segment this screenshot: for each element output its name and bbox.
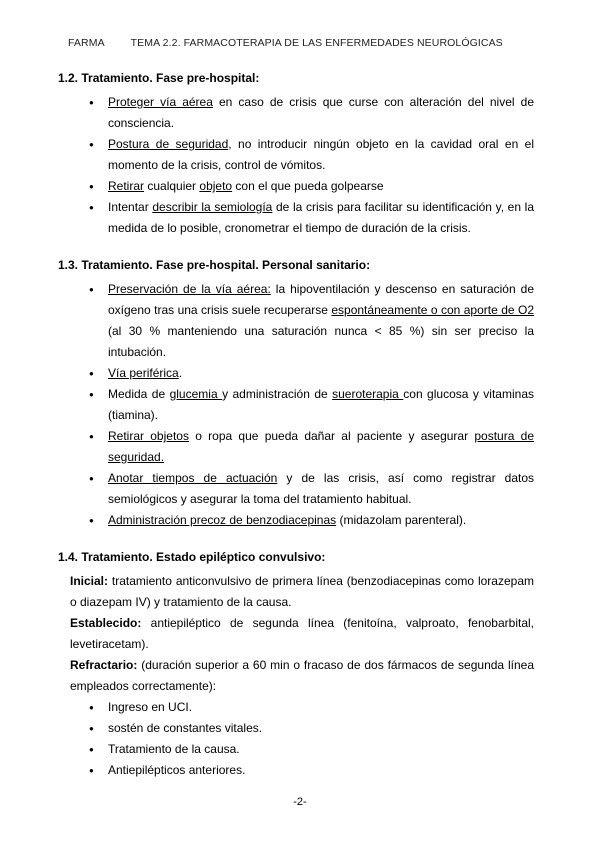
list-item: ● sostén de constantes vitales. <box>58 718 534 739</box>
bullet-list <box>58 279 534 531</box>
underlined-text: Preservación de la vía aérea: <box>108 282 271 296</box>
underlined-text: sueroterapia <box>332 387 404 401</box>
paragraph-text: (duración superior a 60 min o fracaso de dos fármacos de segunda línea empleados correctamente): <box>70 658 534 693</box>
list-item <box>58 468 534 510</box>
paragraph-establecido <box>58 613 534 655</box>
list-item <box>58 92 534 134</box>
item-text: o ropa que pueda dañar al paciente y asegurar <box>188 429 475 443</box>
bullet-list <box>58 92 534 239</box>
item-text: en caso de crisis que curse con alteración del nivel de consciencia. <box>108 95 534 130</box>
item-text: Intentar <box>108 200 153 214</box>
underlined-text: glucemia <box>169 387 223 401</box>
list-item <box>58 197 534 239</box>
document-body <box>58 70 534 799</box>
section-title: 1.4. Tratamiento. Estado epiléptico convulsivo: <box>58 550 326 564</box>
list-item: ● Tratamiento de la causa. <box>58 739 534 760</box>
item-text: Medida de <box>108 387 170 401</box>
item-text: y administración de <box>222 387 333 401</box>
underlined-text: postura de seguridad. <box>108 429 534 464</box>
section-1-4 <box>58 549 534 781</box>
header-course: FARMA <box>68 37 105 49</box>
underlined-text: Vía periférica <box>108 366 179 380</box>
section-title: 1.2. Tratamiento. Fase pre-hospital: <box>58 71 260 85</box>
underlined-text: espontáneamente o con aporte de O2 <box>331 303 534 317</box>
list-item <box>58 279 534 363</box>
underlined-text: Retirar objetos <box>108 429 189 443</box>
item-text: la hipoventilación y descenso en saturación de oxígeno tras una crisis suele recuperarse <box>108 282 534 317</box>
underlined-text: Anotar tiempos de actuación <box>108 471 278 485</box>
underlined-text: Administración precoz de benzodiacepinas <box>108 513 337 527</box>
bold-label: Inicial: <box>70 574 109 588</box>
item-text: con el que pueda golpearse <box>232 179 384 193</box>
underlined-text: Proteger vía aérea <box>108 95 213 109</box>
item-text: , no introducir ningún objeto en la cavidad oral en el momento de la crisis, control de vómitos. <box>108 137 535 172</box>
paragraph-inicial <box>58 571 534 613</box>
item-text: . <box>178 366 183 380</box>
paragraph-refractario <box>58 655 534 697</box>
section-1-2 <box>58 70 534 239</box>
paragraph-text: tratamiento anticonvulsivo de primera línea (benzodiacepinas como lorazepam o diazepam IV) y tratamiento de la causa. <box>70 574 534 609</box>
page-header <box>68 37 503 49</box>
header-topic: TEMA 2.2. FARMACOTERAPIA DE LAS ENFERMEDADES NEUROLÓGICAS <box>130 37 503 49</box>
underlined-text: Postura de seguridad <box>108 137 229 151</box>
item-text: con glucosa y vitaminas (tiamina). <box>108 387 534 422</box>
list-item <box>58 363 534 384</box>
list-item <box>58 176 534 197</box>
list-item: ● Ingreso en UCI. <box>58 697 534 718</box>
underlined-text: objeto <box>199 179 233 193</box>
item-text: cualquier <box>144 179 200 193</box>
bold-label: Establecido: <box>70 616 142 630</box>
item-text: de la crisis para facilitar su identificación y, en la medida de lo posible, cronometrar el tiempo de duración de la crisis. <box>108 200 535 235</box>
item-text: y de las crisis, así como registrar datos semiológicos y asegurar la toma del tratamiento habitual. <box>108 471 534 506</box>
list-item <box>58 384 534 426</box>
underlined-text: Retirar <box>108 179 145 193</box>
list-item: ● Antiepilépticos anteriores. <box>58 760 534 781</box>
bullet-list <box>58 697 534 781</box>
list-item <box>58 510 534 531</box>
list-item <box>58 134 534 176</box>
section-1-3 <box>58 257 534 531</box>
bold-label: Refractario: <box>70 658 138 672</box>
item-text: (al 30 % manteniendo una saturación nunca < 85 %) sin ser preciso la intubación. <box>108 324 534 359</box>
list-item <box>58 426 534 468</box>
section-title: 1.3. Tratamiento. Fase pre-hospital. Personal sanitario: <box>58 258 371 272</box>
underlined-text: describir la semiología <box>152 200 273 214</box>
page-number: -2- <box>293 796 307 808</box>
paragraph-text: antiepiléptico de segunda línea (fenitoína, valproato, fenobarbital, levetiracetam). <box>70 616 534 651</box>
item-text: (midazolam parenteral). <box>336 513 467 527</box>
